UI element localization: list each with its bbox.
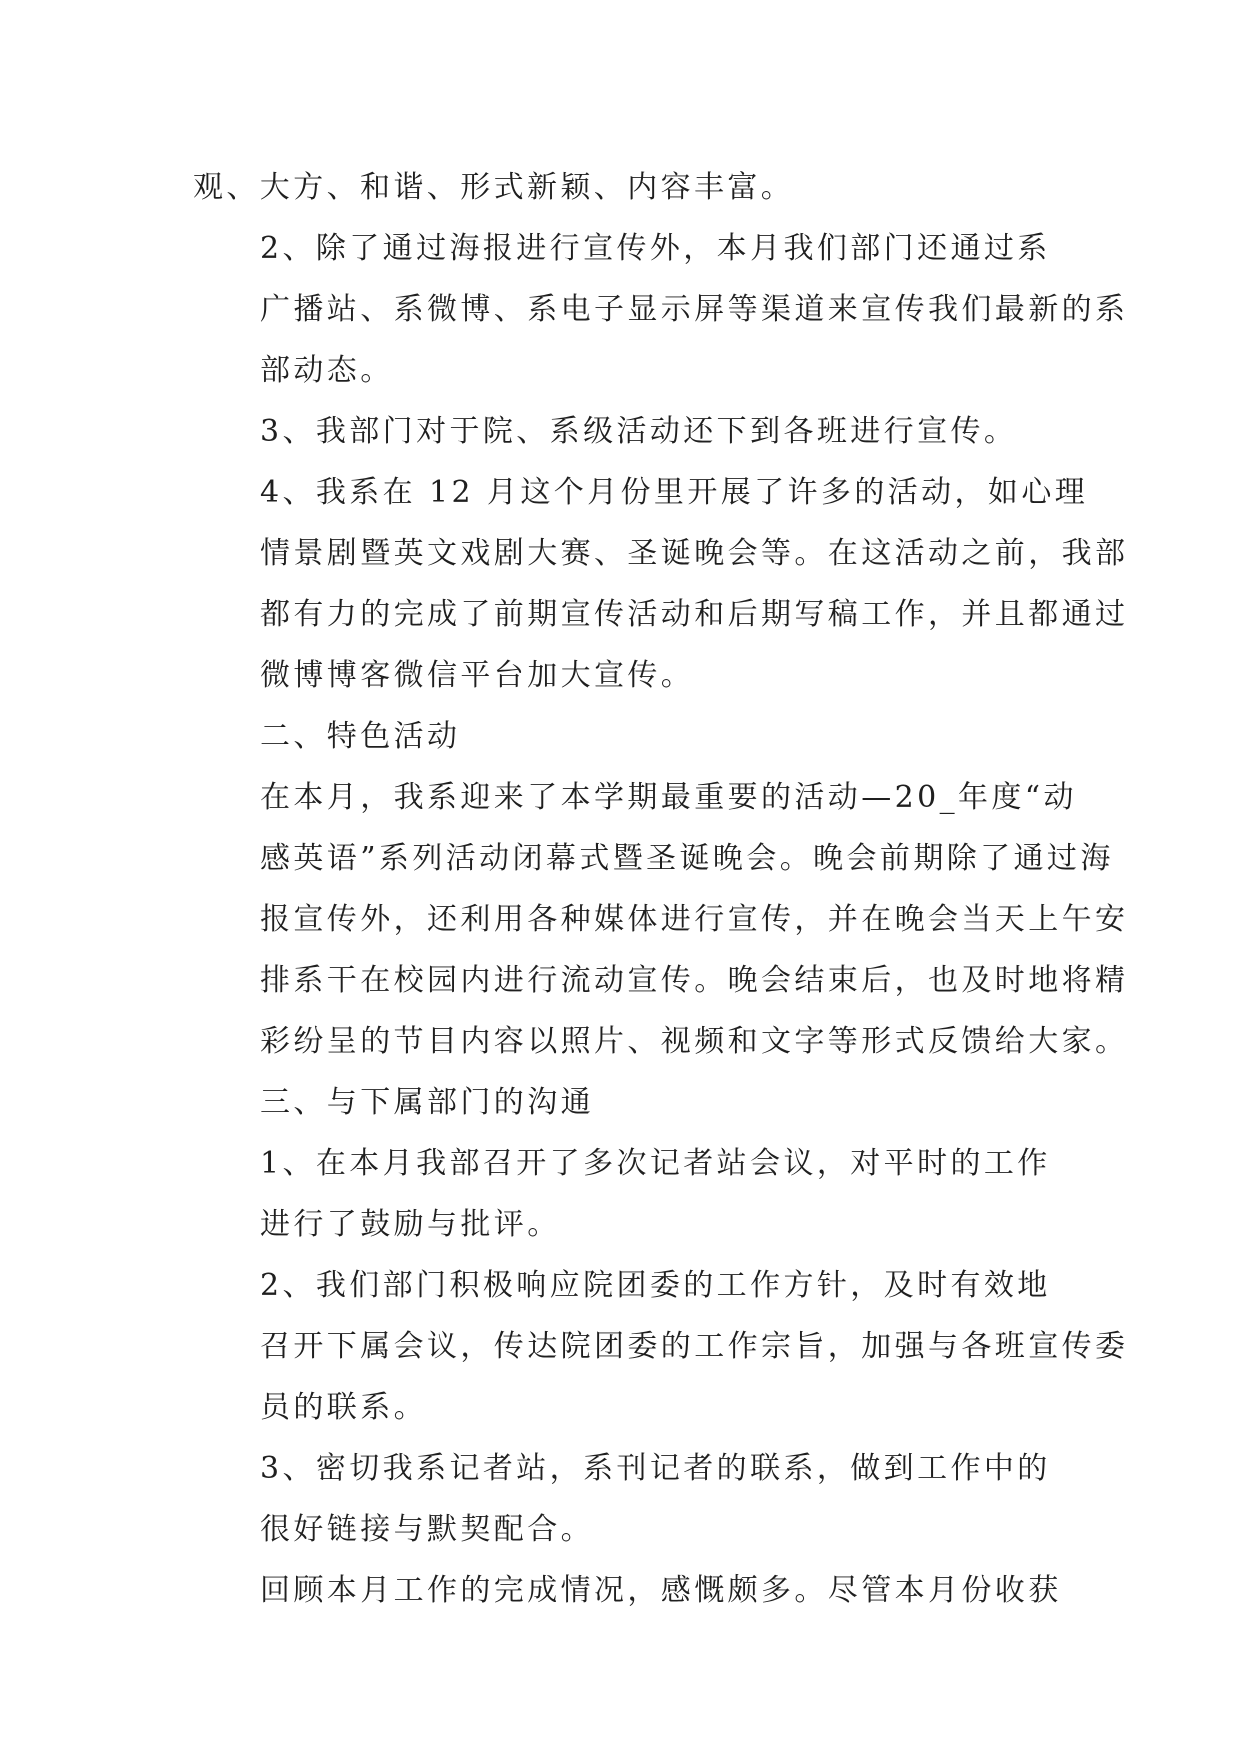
paragraph: [193, 1560, 1062, 1621]
text-line: 3、密切我系记者站，系刊记者的联系，做到工作中的: [260, 1451, 1051, 1486]
text-line: 报宣传外，还利用各种媒体进行宣传，并在晚会当天上午安: [260, 902, 1129, 937]
text-line: 回顾本月工作的完成情况，感慨颇多。尽管本月份收获: [260, 1573, 1062, 1608]
text-line: 三、与下属部门的沟通: [260, 1085, 594, 1120]
document-body: [193, 157, 1129, 1621]
text-line: 4、我系在 12 月这个月份里开展了许多的活动，如心理: [260, 475, 1089, 510]
paragraph: [193, 462, 1129, 706]
text-line: 3、我部门对于院、系级活动还下到各班进行宣传。: [260, 414, 1018, 449]
text-line: 召开下属会议，传达院团委的工作宗旨，加强与各班宣传委: [260, 1329, 1129, 1364]
text-line: 2、我们部门积极响应院团委的工作方针，及时有效地: [260, 1268, 1051, 1303]
text-line: 部动态。: [260, 353, 394, 388]
text-line: 2、除了通过海报进行宣传外，本月我们部门还通过系: [260, 231, 1051, 266]
text-line: 进行了鼓励与批评。: [260, 1207, 561, 1242]
text-line: 二、特色活动: [260, 719, 461, 754]
text-line: 排系干在校园内进行流动宣传。晚会结束后，也及时地将精: [260, 963, 1129, 998]
paragraph: [193, 1255, 1129, 1438]
text-line: 都有力的完成了前期宣传活动和后期写稿工作，并且都通过: [260, 597, 1129, 632]
paragraph: [193, 1133, 1053, 1255]
text-line: 员的联系。: [260, 1390, 427, 1425]
paragraph: [193, 1438, 1053, 1560]
text-line: 情景剧暨英文戏剧大赛、圣诞晚会等。在这活动之前，我部: [260, 536, 1129, 571]
paragraph: [193, 157, 1053, 218]
text-line: 很好链接与默契配合。: [260, 1512, 594, 1547]
text-line: 在本月，我系迎来了本学期最重要的活动—20_年度“动: [260, 780, 1077, 815]
text-line: 感英语”系列活动闭幕式暨圣诞晚会。晚会前期除了通过海: [260, 841, 1114, 876]
text-line: 微博博客微信平台加大宣传。: [260, 658, 695, 693]
text-line: 广播站、系微博、系电子显示屏等渠道来宣传我们最新的系: [260, 292, 1129, 327]
text-line: 1、在本月我部召开了多次记者站会议，对平时的工作: [260, 1146, 1051, 1181]
section-heading: [193, 706, 1053, 767]
paragraph: [193, 218, 1129, 401]
section-heading: [193, 1072, 1053, 1133]
paragraph: [193, 767, 1129, 1072]
text-line: 观、大方、和谐、形式新颖、内容丰富。: [193, 170, 795, 205]
text-line: 彩纷呈的节目内容以照片、视频和文字等形式反馈给大家。: [260, 1024, 1129, 1059]
paragraph: [193, 401, 1053, 462]
